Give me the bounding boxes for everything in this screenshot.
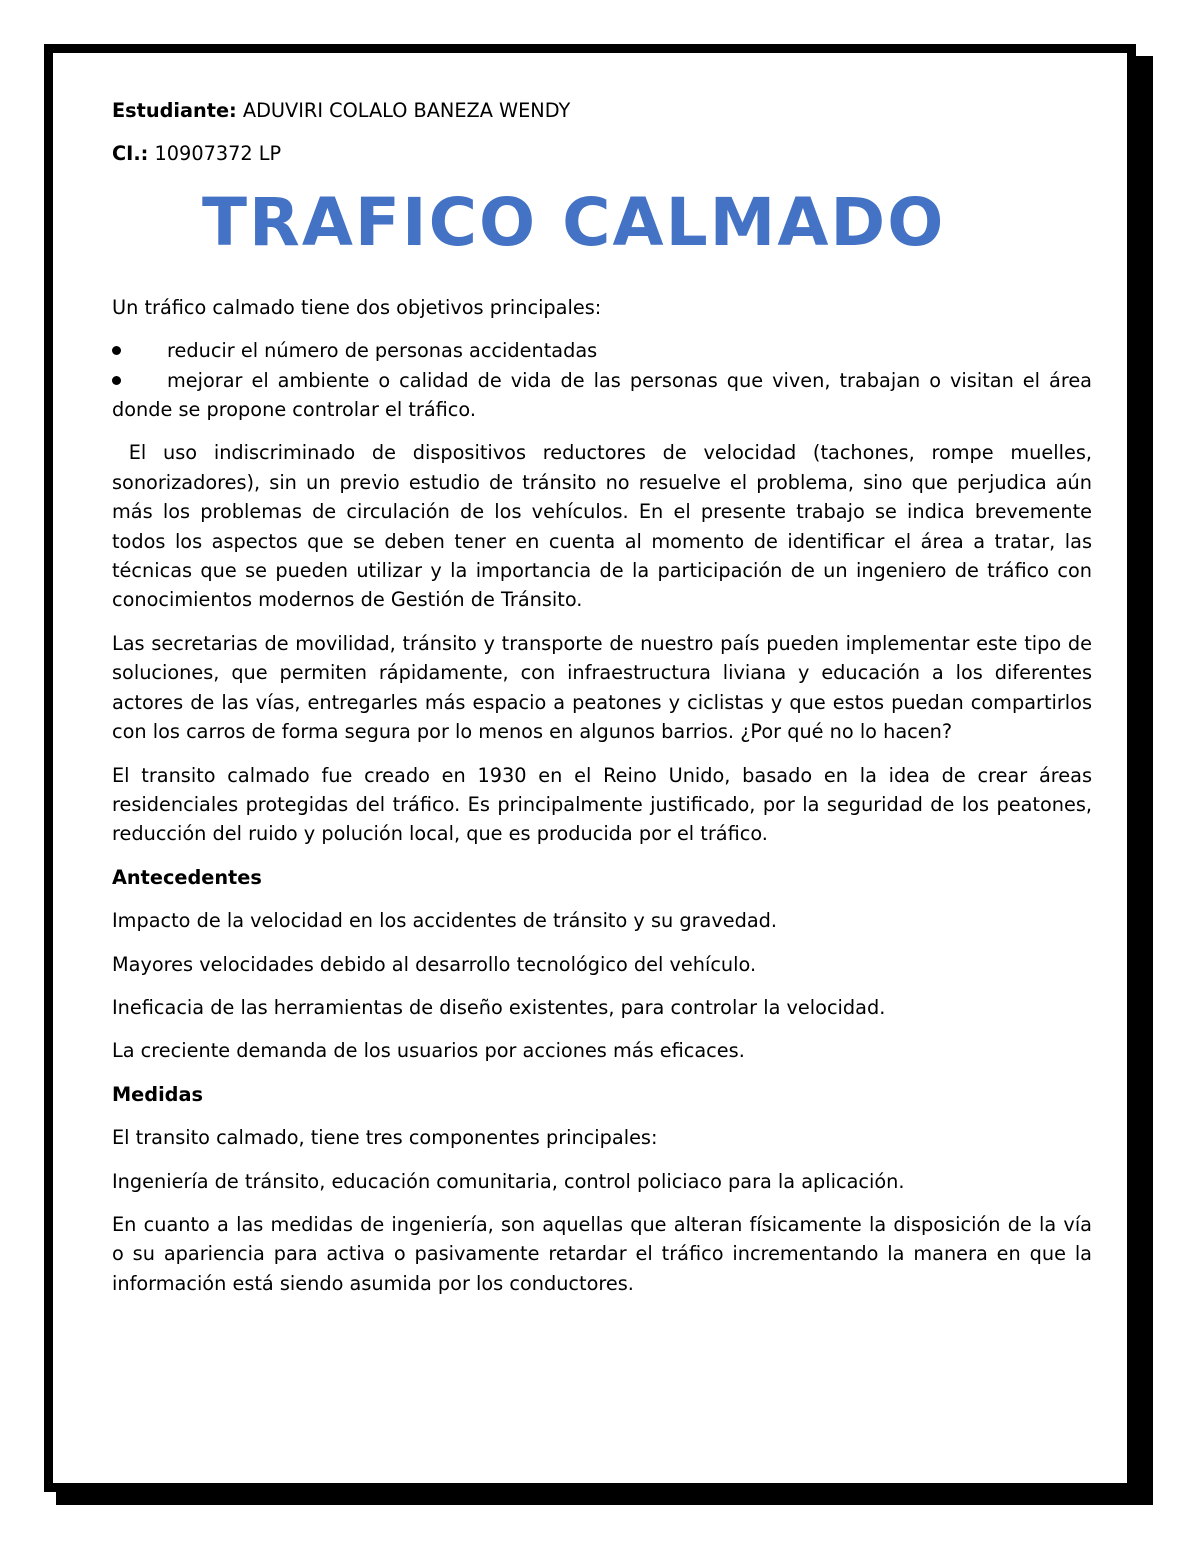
medida-item: Ingeniería de tránsito, educación comunitaria, control policiaco para la aplicación. <box>112 1169 905 1193</box>
intro-paragraph: Un tráfico calmado tiene dos objetivos principales: <box>112 295 602 319</box>
page-shadow-bottom <box>56 1492 1153 1505</box>
antecedente-item: Mayores velocidades debido al desarrollo tecnológico del vehículo. <box>112 952 757 976</box>
student-line <box>112 96 1092 125</box>
section-heading-antecedentes: Antecedentes <box>112 865 262 889</box>
objective-text: mejorar el ambiente o calidad de vida de las personas que viven, trabajan o visitan el área donde se propone controlar el tráfico. <box>112 368 1092 422</box>
objective-text: reducir el número de personas accidentadas <box>167 339 598 363</box>
objectives-list <box>112 336 1092 424</box>
section-heading-medidas: Medidas <box>112 1082 203 1106</box>
list-item <box>112 366 1092 425</box>
bullet-icon <box>112 346 121 355</box>
document-title: TRAFICO CALMADO <box>202 183 946 261</box>
list-item <box>112 336 1092 365</box>
student-label: Estudiante: <box>112 99 237 122</box>
ci-line <box>112 139 1092 168</box>
antecedente-item: Impacto de la velocidad en los accidentes de tránsito y su gravedad. <box>112 909 778 933</box>
bullet-icon <box>112 376 121 385</box>
antecedente-item: Ineficacia de las herramientas de diseño existentes, para controlar la velocidad. <box>112 995 886 1019</box>
document-body <box>112 96 1099 1312</box>
medida-item: El transito calmado, tiene tres componentes principales: <box>112 1126 658 1150</box>
student-name: ADUVIRI COLALO BANEZA WENDY <box>242 99 571 122</box>
ci-value: 10907372 LP <box>154 142 282 166</box>
antecedente-item: La creciente demanda de los usuarios por acciones más eficaces. <box>112 1039 745 1063</box>
ci-label: CI.: <box>112 142 149 166</box>
page-shadow-right <box>1136 56 1153 1505</box>
body-paragraph: Las secretarias de movilidad, tránsito y transporte de nuestro país pueden implementar este tipo de soluciones, que permiten rápidamente, con infraestructura liviana y educación a los diferentes actores de las vías, entregarles más espacio a peatones y ciclistas y que estos puedan compartirlos con los carros de forma segura por lo menos en algunos barrios. ¿Por qué no lo hacen? <box>112 631 1092 744</box>
body-paragraph: El transito calmado fue creado en 1930 en el Reino Unido, basado en la idea de crear áreas residenciales protegidas del tráfico. Es principalmente justificado, por la seguridad de los peatones, reducción del ruido y polución local, que es producida por el tráfico. <box>112 763 1092 846</box>
body-paragraph: El uso indiscriminado de dispositivos reductores de velocidad (tachones, rompe muelles, sonorizadores), sin un previo estudio de tránsito no resuelve el problema, sino que perjudica aún más los problemas de circulación de los vehículos. En el presente trabajo se indica brevemente todos los aspectos que se deben tener en cuenta al momento de identificar el área a tratar, las técnicas que se pueden utilizar y la importancia de la participación de un ingeniero de tráfico con conocimientos modernos de Gestión de Tránsito. <box>112 441 1099 612</box>
medida-item: En cuanto a las medidas de ingeniería, son aquellas que alteran físicamente la disposición de la vía o su apariencia para activa o pasivamente retardar el tráfico incrementando la manera en que la información está siendo asumida por los conductores. <box>112 1212 1092 1295</box>
